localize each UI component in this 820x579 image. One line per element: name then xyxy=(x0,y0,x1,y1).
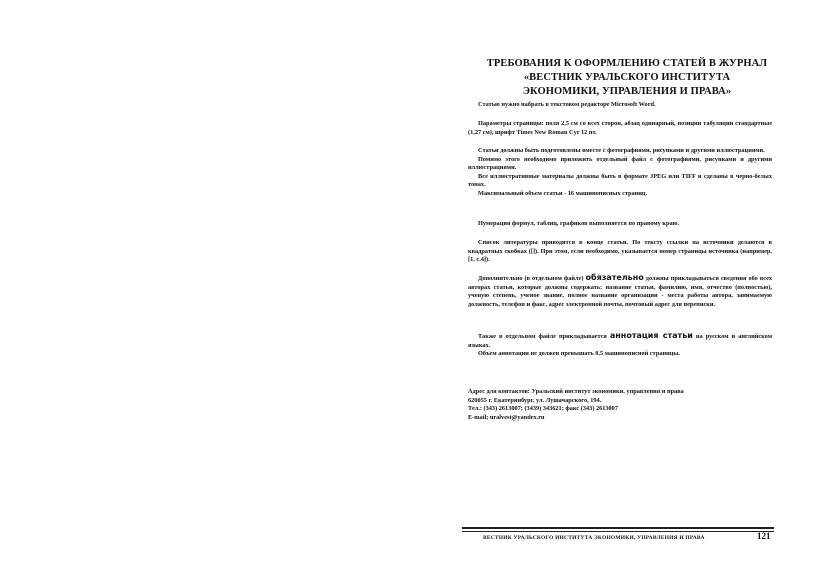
contact-address-label: Адрес для контактов: Уральский институт экономики, управления и права xyxy=(468,388,684,395)
contact-phone: Тел.: (343) 2613007; (3439) 343621; факс (343) 2613007 xyxy=(468,405,618,413)
paragraph-text: Все иллюстративные материалы должны быть в формате JPEG или TIFF и сделаны в черно-белых тонах. xyxy=(468,172,772,189)
title-line-1: ТРЕБОВАНИЯ К ОФОРМЛЕНИЮ СТАТЕЙ В ЖУРНАЛ xyxy=(486,58,768,69)
contact-email: E-mail; uralvest@yandex.ru xyxy=(468,413,545,421)
paragraph-text: Статью нужно набрать в текстовом редакторе Microsoft Word. xyxy=(478,101,656,108)
footer-journal-title: ВЕСТНИК УРАЛЬСКОГО ИНСТИТУТА ЭКОНОМИКИ, УПРАВЛЕНИЯ И ПРАВА xyxy=(483,535,705,541)
text-run: должны прикладываться сведения обо всех авторах статьи, которые должны содержать: название статьи, фамилию, имя, отчество (полностью), ученую степень, ученое звание, полное название организации - места работы автора, занимаемую должность, телефон и факс, адрес электронной почты, почтовый адрес для переписки. xyxy=(468,275,772,308)
paragraph-text: Объем аннотации не должен превышать 0,5 машинописной страницы. xyxy=(478,350,680,358)
paragraph-illustrations xyxy=(468,147,772,199)
paragraph-numbering xyxy=(468,220,772,229)
footer-rule-thick xyxy=(462,527,774,529)
title-line-3: ЭКОНОМИКИ, УПРАВЛЕНИЯ И ПРАВА» xyxy=(522,86,732,97)
paragraph-text: Статьи должны быть подготовлены вместе с фотографиями, рисунками и другими иллюстрациями. xyxy=(478,147,765,154)
text-run: Дополнительно (в отдельном файле) xyxy=(478,275,586,282)
paragraph-text: Помимо этого необходимо приложить отдельный файл с фотографиями, рисунками и другими иллюстрациями. xyxy=(468,155,772,172)
paragraph-text xyxy=(468,332,772,350)
paragraph-annotation xyxy=(468,332,772,359)
title-line-2: «ВЕСТНИК УРАЛЬСКОГО ИНСТИТУТА xyxy=(523,72,731,83)
footer-rule-thin xyxy=(462,531,774,532)
paragraph-references xyxy=(468,239,772,265)
paragraph-page-settings xyxy=(468,120,772,137)
page-title xyxy=(468,57,786,99)
text-run: Также в отдельном файле прикладывается xyxy=(478,333,610,340)
paragraph-text: Нумерация формул, таблиц, графиков выполняется по правому краю. xyxy=(478,220,680,227)
page-number: 121 xyxy=(757,531,771,541)
contact-postal-address: 620055 г. Екатеринбург, ул. Лушачарского, 194. xyxy=(468,396,602,404)
contact-block xyxy=(468,388,772,422)
paragraph-text: Список литературы приводится в конце статьи. По тексту ссылки на источники делаются в квадратных скобках ([]). При этом, если необходимо, указывается номер страницы источника (например, [1, с.4]). xyxy=(468,239,772,264)
text-run: на русском и английском языках. xyxy=(468,333,772,349)
emphasis-word: аннотация статьи xyxy=(609,331,693,340)
paragraph-software xyxy=(468,101,772,110)
paragraph-text: Максимальный объем статьи - 16 машинописных страниц. xyxy=(478,189,648,197)
emphasis-word: обязательно xyxy=(585,273,644,282)
paragraph-text xyxy=(468,274,772,309)
paragraph-author-info xyxy=(468,274,772,309)
paragraph-text: Параметры страницы: поля 2,5 см со всех сторон, абзац одинарный, позиции табуляции стандартные (1,27 см), шрифт Times New Roman Cyr 12 пт. xyxy=(468,120,772,136)
